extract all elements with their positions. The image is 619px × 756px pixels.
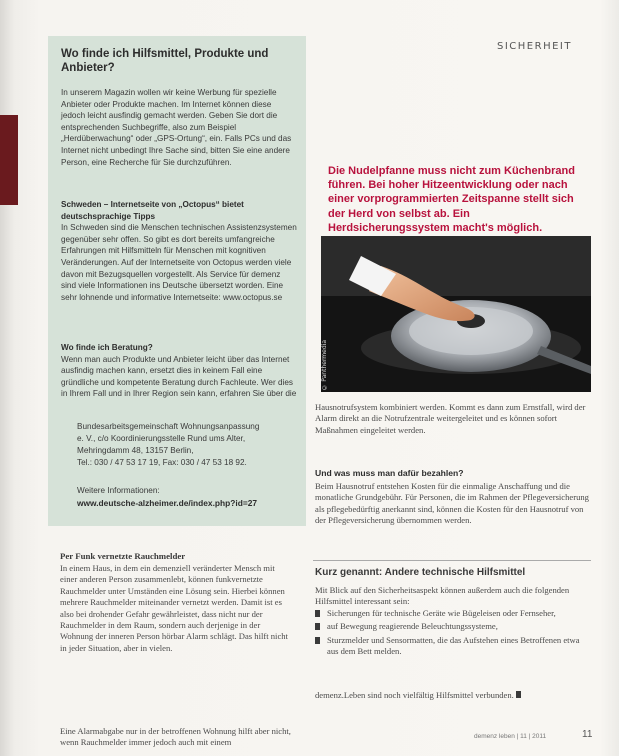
- advice-heading: Wo finde ich Beratung?: [61, 343, 153, 352]
- address-line: Bundesarbeitsgemeinschaft Wohnungsanpassung: [77, 422, 260, 431]
- sweden-text: In Schweden sind die Menschen technischen Assistenzsystemen gegenüber sehr offen. So gibt es dort bereits umfangreiche Erfahrungen mit Hilfsmitteln für Menschen mit kognitiven Veränderungen. Auf der Internetseite von Octopus werden viele davon mit Bezugsquellen vorgestellt. Als Service für demenz sind viele Informationen ins Deutsche übersetzt worden. Eine sehr lohnende und informative Internetseite: www.octopus.se: [61, 223, 297, 302]
- section-divider: [313, 560, 591, 561]
- advice-section: [61, 342, 297, 400]
- section-label: SICHERHEIT: [497, 41, 572, 52]
- house-alarm-text: Hausnotrufsystem kombiniert werden. Kommt es dann zum Ernstfall, wird der Alarm direkt an die Notrufzentrale weitergeleitet und es können sofort Maßnahmen eingeleitet werden.: [315, 402, 586, 435]
- sweden-heading: Schweden – Internetseite von „Octopus“ bietet deutschsprachige Tipps: [61, 200, 244, 221]
- address-line: Tel.: 030 / 47 53 17 19, Fax: 030 / 47 53 18 92.: [77, 458, 247, 467]
- address-line: Mehringdamm 48, 13157 Berlin,: [77, 446, 194, 455]
- advice-text: Wenn man auch Produkte und Anbieter leicht über das Internet ausfindig machen kann, ersetzt dies in keinem Fall eine gründliche und kompetente Beratung durch Fachleute. Wer dies in Ihrem Fall und in Ihrer Region sein kann, erfahren Sie über die: [61, 354, 297, 399]
- adjacent-page-edge: [0, 115, 18, 205]
- stove-pan-illustration: [321, 236, 591, 392]
- page-number: 11: [582, 729, 593, 740]
- list-item: Sturzmelder und Sensormatten, die das Aufstehen eines Betroffenen etwa aus dem Bett melden.: [315, 635, 591, 658]
- cost-text: Beim Hausnotruf entstehen Kosten für die einmalige Anschaffung und die monatliche Grundgebühr. Für Personen, die im Rahmen der Pflegeversicherung als pflegebedürftig anerkannt sind, können die Kosten für den Hausnotruf von der Pflegeversicherung übernommen werden.: [315, 481, 589, 526]
- other-aids-list: [315, 608, 591, 660]
- list-item: auf Bewegung reagierende Beleuchtungssysteme,: [315, 621, 591, 632]
- address-line: e. V., c/o Koordinierungsstelle Rund ums Alter,: [77, 434, 246, 443]
- other-aids-heading: Kurz genannt: Andere technische Hilfsmittel: [315, 567, 526, 578]
- bullet-icon: [315, 610, 320, 617]
- list-item: Sicherungen für technische Geräte wie Bügeleisen oder Fernseher,: [315, 608, 591, 619]
- issue-footer: demenz leben | 11 | 2011: [474, 733, 547, 740]
- info-box-title: Wo finde ich Hilfsmittel, Produkte und Anbieter?: [61, 48, 269, 74]
- closing-text: demenz.Leben sind noch vielfältig Hilfsmittel verbunden.: [315, 690, 591, 701]
- cost-heading: Und was muss man dafür bezahlen?: [315, 468, 464, 478]
- smoke-detector-heading: Per Funk vernetzte Rauchmelder: [60, 551, 186, 561]
- bullet-icon: [315, 623, 320, 630]
- end-mark-icon: [516, 691, 521, 698]
- other-aids-intro: Mit Blick auf den Sicherheitsaspekt können außerdem auch die folgenden Hilfsmittel interessant sein:: [315, 585, 570, 607]
- info-box-intro: In unserem Magazin wollen wir keine Werbung für spezielle Anbieter oder Produkte machen. Im Internet können diese jedoch leicht ausfindig gemacht werden. Geben Sie dort die entsprechenden Suchbegriffe, also zum Beispiel „Herdüberwachung“ oder „GPS-Ortung“, ein. Falls PCs und das Internet nicht unbedingt Ihre Sache sind, bitten Sie eine andere Person, eine Recherche für Sie durchzuführen.: [61, 88, 292, 167]
- stove-photo: [321, 236, 591, 392]
- pull-quote: Die Nudelpfanne muss nicht zum Küchenbrand führen. Bei hoher Hitzeentwicklung oder nach einer vorprogrammierten Zeitspanne stellt sich der Herd von selbst ab. Ein Herdsicherungssystem macht's möglich.: [328, 165, 575, 234]
- alzheimer-link[interactable]: www.deutsche-alzheimer.de/index.php?id=27: [77, 498, 258, 508]
- sweden-section: [61, 199, 297, 303]
- smoke-detector-text-continued: Eine Alarmabgabe nur in der betroffenen Wohnung hilft aber nicht, wenn Rauchmelder immer jedoch auch mit einem: [60, 726, 291, 748]
- links-label: Weitere Informationen:: [77, 486, 160, 495]
- smoke-detector-text: In einem Haus, in dem ein demenziell veränderter Mensch mit einer anderen Person zusammenlebt, können funkvernetzte Rauchmelder unter Umständen eine Lösung sein. Hierbei können mehrere Rauchmelder miteinander vernetzt werden. Damit ist es also bei drohender Gefahr gewährleistet, dass nicht nur der Rauchmelder in dem Raum, sondern auch derjenige in der Wohnung der inneren Person hörbar Alarm schlägt. Das hilft nicht in jeder Situation, aber in vielen.: [60, 563, 288, 653]
- photo-credit: © Panthermedia: [321, 340, 328, 391]
- bullet-icon: [315, 637, 320, 644]
